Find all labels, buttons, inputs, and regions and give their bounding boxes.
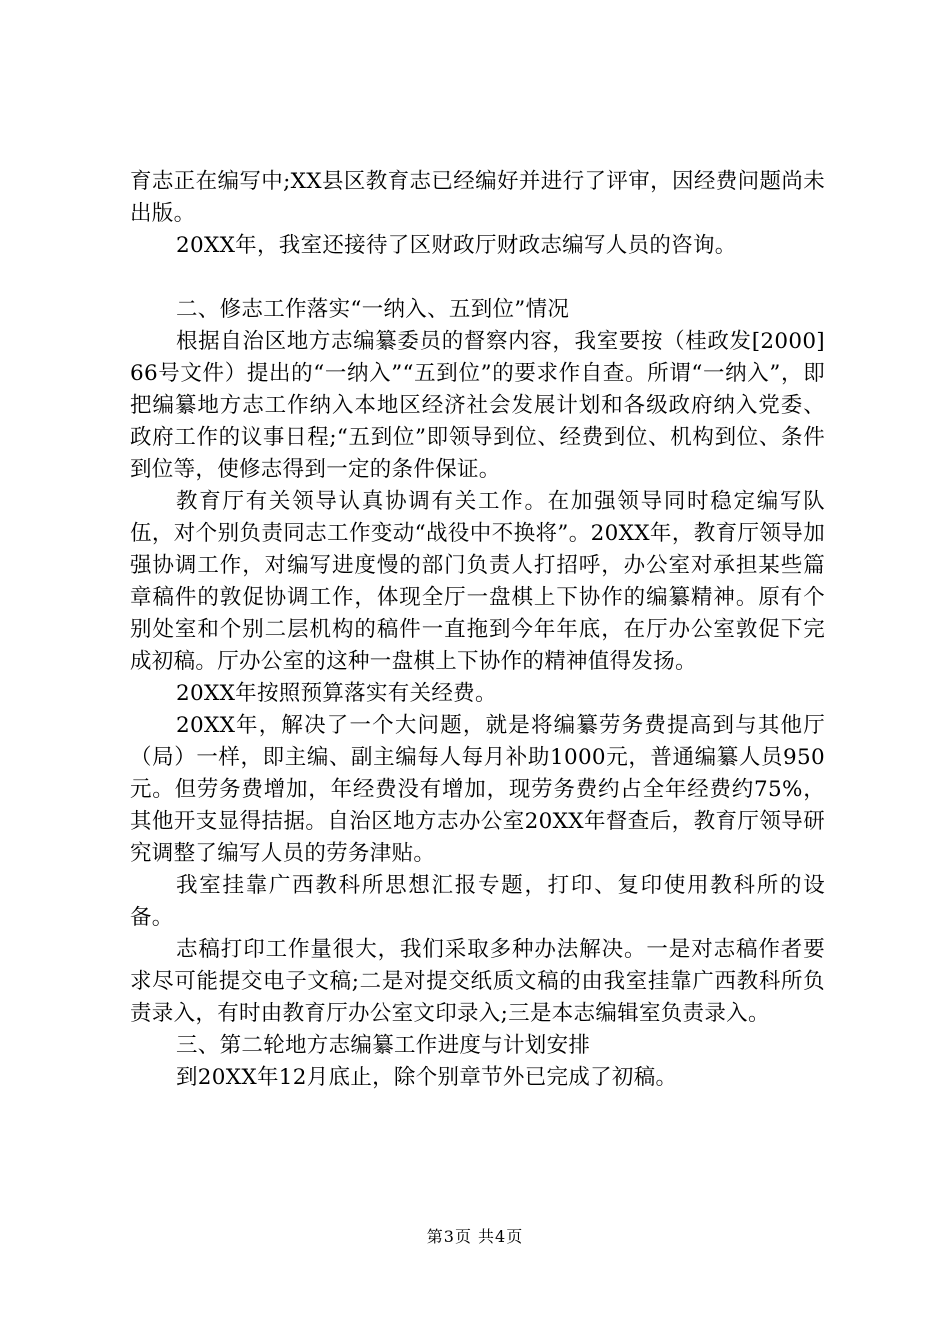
paragraph-equipment: 我室挂靠广西教科所思想汇报专题，打印、复印使用教科所的设备。 [130,873,825,930]
paragraph-consultation: 20XX年，我室还接待了区财政厅财政志编写人员的咨询。 [176,233,737,258]
document-body [130,166,825,1094]
paragraph-progress: 到20XX年12月底止，除个别章节外已完成了初稿。 [176,1065,678,1090]
section-heading-three: 三、第二轮地方志编纂工作进度与计划安排 [176,1033,591,1058]
blank-line [130,262,825,294]
paragraph-leadership: 教育厅有关领导认真协调有关工作。在加强领导同时稳定编写队伍，对个别负责同志工作变动“战役中不换将”。20XX年，教育厅领导加强协调工作，对编写进度慢的部门负责人打招呼，办公室对承担某些篇章稿件的敦促协调工作，体现全厅一盘棋上下协作的编纂精神。原有个别处室和个别二层机构的稿件一直拖到今年年底，在厅办公室敦促下完成初稿。厅办公室的这种一盘棋上下协作的精神值得发扬。 [130,489,825,674]
paragraph-budget: 20XX年按照预算落实有关经费。 [176,681,497,706]
paragraph-typing: 志稿打印工作量很大，我们采取多种办法解决。一是对志稿作者要求尽可能提交电子文稿;二是对提交纸质文稿的由我室挂靠广西教科所负责录入，有时由教育厅办公室文印录入;三是本志编辑室负责录入。 [130,937,825,1026]
paragraph-continuation: 育志正在编写中;XX县区教育志已经编好并进行了评审，因经费问题尚未出版。 [130,169,825,226]
page-number-footer: 第3页 共4页 [426,1227,524,1246]
paragraph-labor-fee: 20XX年，解决了一个大问题，就是将编纂劳务费提高到与其他厅（局）一样，即主编、副主编每人每月补助1000元，普通编纂人员950元。但劳务费增加，年经费没有增加，现劳务费约占全年经费约75%，其他开支显得拮据。自治区地方志办公室20XX年督查后，教育厅领导研究调整了编写人员的劳务津贴。 [130,713,825,866]
section-heading-two: 二、修志工作落实“一纳入、五到位”情况 [176,297,570,322]
paragraph-self-check: 根据自治区地方志编纂委员的督察内容，我室要按（桂政发[2000]66号文件）提出的“一纳入”“五到位”的要求作自查。所谓“一纳入”，即把编纂地方志工作纳入本地区经济社会发展计划和各级政府纳入党委、政府工作的议事日程;“五到位”即领导到位、经费到位、机构到位、条件到位等，使修志得到一定的条件保证。 [130,329,825,482]
